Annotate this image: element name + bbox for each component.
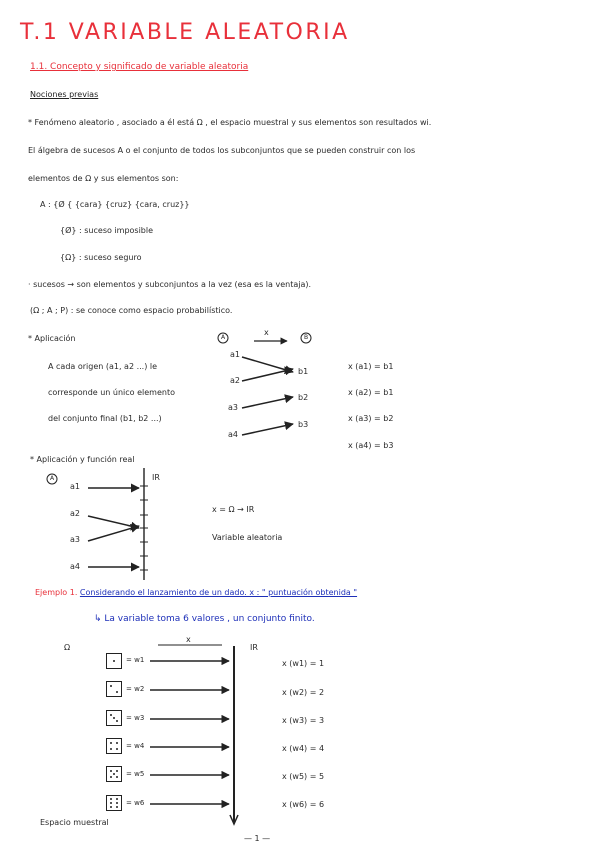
arrow-a4-b3 xyxy=(242,424,293,435)
ejemplo-axis-label: IR xyxy=(250,643,258,652)
die-face-6 xyxy=(106,795,122,811)
outcome-w3: = w3 xyxy=(126,714,145,722)
ejemplo-map-label: x xyxy=(186,635,191,644)
mapping-2: x (a2) = b1 xyxy=(348,388,394,397)
sucesos-line: · sucesos → son elementos y subconjuntos a la vez (esa es la ventaja). xyxy=(28,280,312,289)
aplicacion-heading: * Aplicación xyxy=(28,334,76,343)
value-w6: x (w6) = 6 xyxy=(282,800,325,809)
die-face-4 xyxy=(106,738,122,754)
fenomeno-line-2: El álgebra de sucesos A o el conjunto de todos los subconjuntos que se pueden construir con los xyxy=(28,146,416,155)
fr-source-a3: a3 xyxy=(70,535,80,544)
target-b1: b1 xyxy=(298,367,309,376)
aplicacion-text-1: A cada origen (a1, a2 ...) le xyxy=(48,362,158,371)
fenomeno-line-1: * Fenómeno aleatorio , asociado a él está Ω , el espacio muestral y sus elementos son resultados wi. xyxy=(28,118,432,127)
value-w1: x (w1) = 1 xyxy=(282,659,325,668)
source-a1: a1 xyxy=(230,350,240,359)
funcion-real-heading: * Aplicación y función real xyxy=(30,455,135,464)
arrow-a3-b2 xyxy=(242,397,293,408)
arrow-fr-a2 xyxy=(88,516,139,528)
fr-source-a1: a1 xyxy=(70,482,80,491)
outcome-w6: = w6 xyxy=(126,799,145,807)
nociones-heading: Nociones previas xyxy=(30,90,99,99)
value-w4: x (w4) = 4 xyxy=(282,744,325,753)
section-subtitle: 1.1. Concepto y significado de variable aleatoria xyxy=(30,62,249,72)
page-title: T.1 VARIABLE ALEATORIA xyxy=(20,20,350,45)
algebra-line-3: {Ω} : suceso seguro xyxy=(60,253,142,262)
die-face-2 xyxy=(106,681,122,697)
fr-source-a2: a2 xyxy=(70,509,80,518)
arrow-a2-b1 xyxy=(242,369,293,381)
aplicacion-text-2: corresponde un único elemento xyxy=(48,388,175,397)
fr-axis-label: IR xyxy=(152,473,160,482)
source-a3: a3 xyxy=(228,403,238,412)
value-w5: x (w5) = 5 xyxy=(282,772,325,781)
ejemplo-note: ↳ La variable toma 6 valores , un conjunto finito. xyxy=(94,614,315,624)
ejemplo-line xyxy=(35,588,357,597)
fenomeno-line-3: elementos de Ω y sus elementos son: xyxy=(28,174,179,183)
mapping-1: x (a1) = b1 xyxy=(348,362,394,371)
set-a-label: A xyxy=(221,334,226,341)
outcome-w2: = w2 xyxy=(126,685,145,693)
target-b3: b3 xyxy=(298,420,309,429)
fr-caption: Variable aleatoria xyxy=(212,533,283,542)
espacio-muestral-caption: Espacio muestral xyxy=(40,818,109,827)
die-face-5 xyxy=(106,766,122,782)
page-number: — 1 — xyxy=(244,834,271,843)
die-face-1 xyxy=(106,653,122,669)
ejemplo-label: Ejemplo 1. xyxy=(35,588,78,597)
source-a4: a4 xyxy=(228,430,238,439)
die-face-3 xyxy=(106,710,122,726)
mapping-4: x (a4) = b3 xyxy=(348,441,394,450)
ejemplo-text: Considerando el lanzamiento de un dado. x : " puntuación obtenida " xyxy=(79,588,358,597)
fr-source-a4: a4 xyxy=(70,562,80,571)
value-w3: x (w3) = 3 xyxy=(282,716,325,725)
fr-formula: x = Ω → IR xyxy=(212,505,255,514)
outcome-w5: = w5 xyxy=(126,770,145,778)
espacio-line: (Ω ; A ; P) : se conoce como espacio probabilístico. xyxy=(30,306,233,315)
omega-label: Ω xyxy=(64,643,71,652)
map-label-x: x xyxy=(264,328,269,337)
fr-set-a-label: A xyxy=(50,475,55,482)
mapping-3: x (a3) = b2 xyxy=(348,414,394,423)
target-b2: b2 xyxy=(298,393,309,402)
algebra-line-1: A : {Ø { {cara} {cruz} {cara, cruz}} xyxy=(40,200,190,209)
source-a2: a2 xyxy=(230,376,240,385)
value-w2: x (w2) = 2 xyxy=(282,688,325,697)
set-b-label: B xyxy=(304,334,309,341)
outcome-w1: = w1 xyxy=(126,656,145,664)
arrow-fr-a3 xyxy=(88,526,139,541)
arrow-a1-b1 xyxy=(242,357,293,372)
outcome-w4: = w4 xyxy=(126,742,145,750)
aplicacion-text-3: del conjunto final (b1, b2 ...) xyxy=(48,414,162,423)
algebra-line-2: {Ø} : suceso imposible xyxy=(60,226,154,235)
